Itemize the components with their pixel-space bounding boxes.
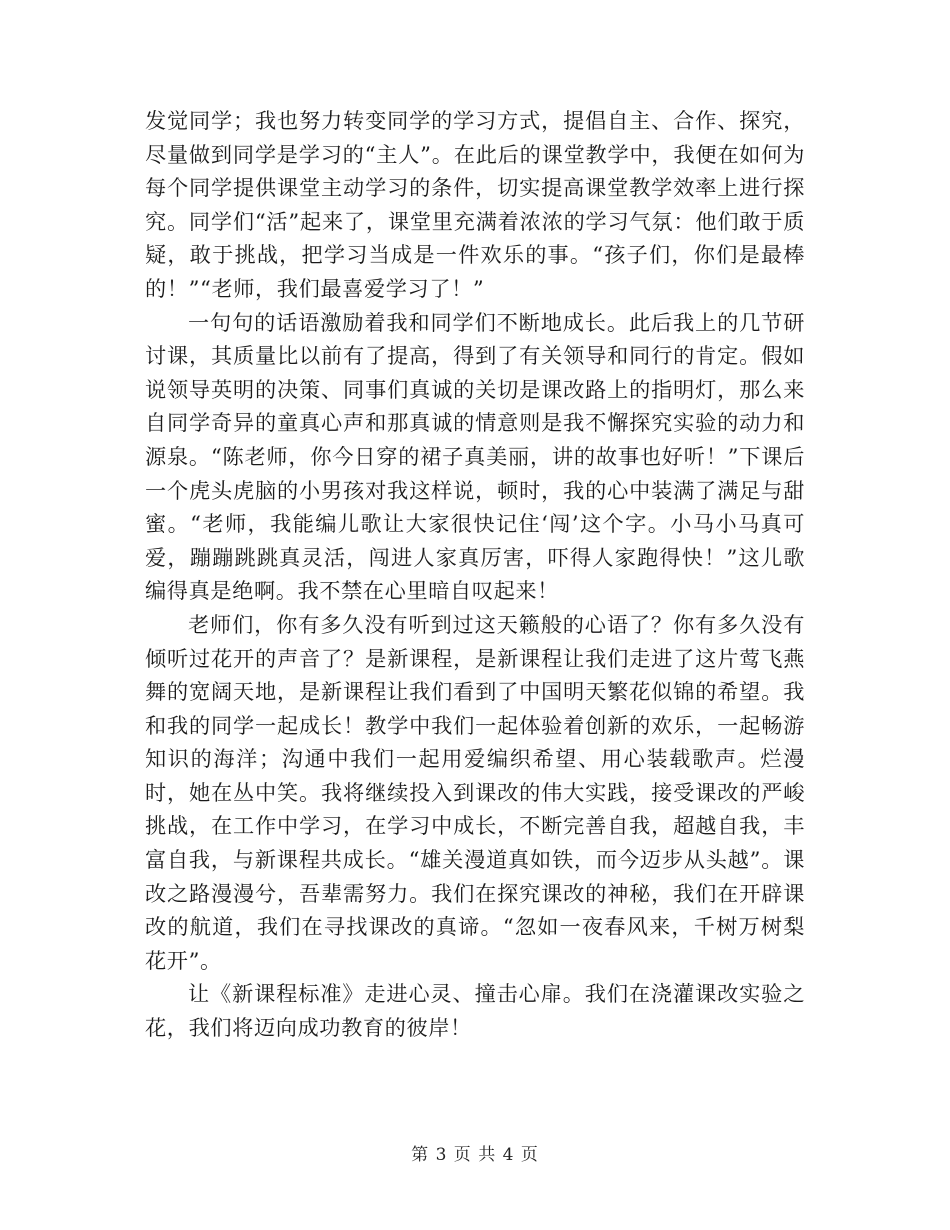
paragraph-3: 老师们，你有多久没有听到过这天籁般的心语了？你有多久没有倾听过花开的声音了？是新课程，是新课程让我们走进了这片莺飞燕舞的宽阔天地，是新课程让我们看到了中国明天繁花似锦的希望。我和我的同学一起成长！教学中我们一起体验着创新的欢乐，一起畅游知识的海洋；沟通中我们一起用爱编织希望、用心装载歌声。烂漫时，她在丛中笑。我将继续投入到课改的伟大实践，接受课改的严峻挑战，在工作中学习，在学习中成长，不断完善自我，超越自我，丰富自我，与新课程共成长。“雄关漫道真如铁，而今迈步从头越”。课改之路漫漫兮，吾辈需努力。我们在探究课改的神秘，我们在开辟课改的航道，我们在寻找课改的真谛。“忽如一夜春风来，千树万树梨花开”。 — [145, 611, 805, 973]
paragraph-2: 一句句的话语激励着我和同学们不断地成长。此后我上的几节研讨课，其质量比以前有了提高，得到了有关领导和同行的肯定。假如说领导英明的决策、同事们真诚的关切是课改路上的指明灯，那么来自同学奇异的童真心声和那真诚的情意则是我不懈探究实验的动力和源泉。“陈老师，你今日穿的裙子真美丽，讲的故事也好听！”下课后一个虎头虎脑的小男孩对我这样说，顿时，我的心中装满了满足与甜蜜。“老师，我能编儿歌让大家很快记住‘闯’这个字。小马小马真可爱，蹦蹦跳跳真灵活，闯进人家真厉害，吓得人家跑得快！”这儿歌编得真是绝啊。我不禁在心里暗自叹起来！ — [145, 309, 805, 604]
paragraph-1: 发觉同学；我也努力转变同学的学习方式，提倡自主、合作、探究，尽量做到同学是学习的“主人”。在此后的课堂教学中，我便在如何为每个同学提供课堂主动学习的条件，切实提高课堂教学效率上进行探究。同学们“活”起来了，课堂里充满着浓浓的学习气氛：他们敢于质疑，敢于挑战，把学习当成是一件欢乐的事。“孩子们，你们是最棒的！”“老师，我们最喜爱学习了！” — [145, 108, 805, 301]
document-body — [145, 104, 805, 1045]
paragraph-4: 让《新课程标准》走进心灵、撞击心扉。我们在浇灌课改实验之花，我们将迈向成功教育的彼岸！ — [145, 981, 805, 1041]
page-number-footer: 第 3 页 共 4 页 — [411, 1145, 539, 1165]
